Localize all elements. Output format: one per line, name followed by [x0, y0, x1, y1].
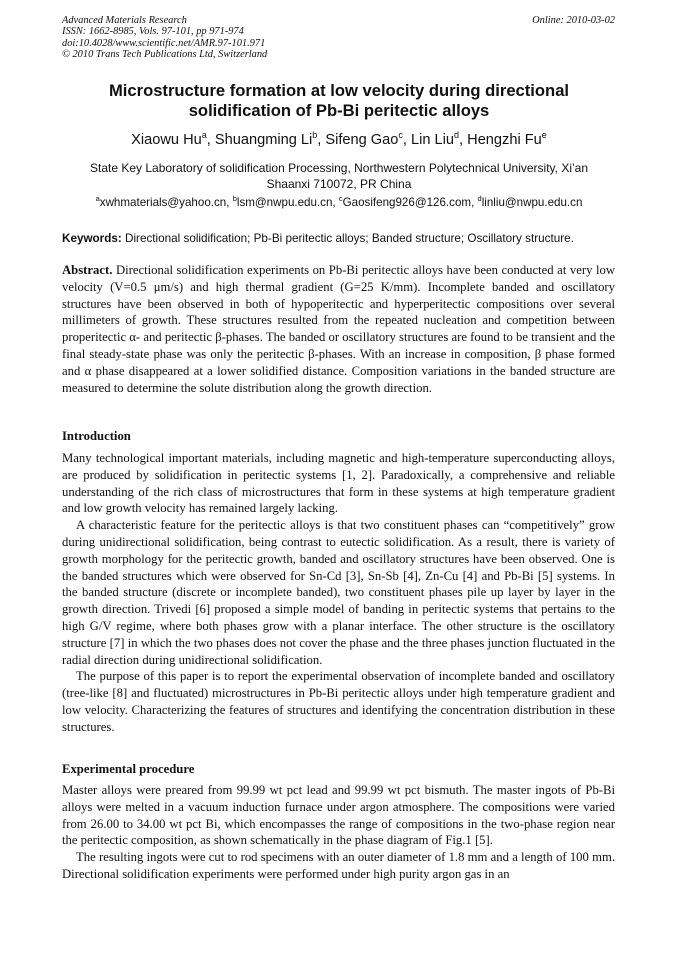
email-mark: d [477, 194, 482, 203]
paragraph: Many technological important materials, including magnetic and high-temperature superconducting alloys, are produced by solidification in peritectic systems [1, 2]. Paradoxically, a comprehensive and reliable understanding of the rich class of microstructures that form in these systems at high temperature gradient and low growth velocity has remained largely lacking. [62, 451, 615, 516]
affiliation-line-1: State Key Laboratory of solidification Processing, Northwestern Polytechnical University, Xi’an [89, 161, 588, 175]
abstract-text: Directional solidification experiments on Pb-Bi peritectic alloys have been conducted at very low velocity (V=0.5 μm/s) and high thermal gradient (G=25 K/mm). Incomplete banded and oscillatory structures have been observed in both of hypoperitectic and hyperperitectic compositions over several millimeters of growth. These structures resulted from the repeated nucleation and competition between properitectic α- and peritectic β-phases. The banded or oscillatory structures are found to be transient and the final steady-state phase was only the peritectic β-phases. With an increase in composition, β phase formed and α phase disappeared at a lower solidified distance. Composition variations in the banded structure are measured to determine the solute distribution along the growth direction. [62, 263, 615, 395]
journal-metadata [62, 15, 267, 61]
introduction-body [62, 450, 615, 736]
email-list: $^a$xwhmaterials@yahoo.cn, $^b$lsm@nwpu.edu.cn, $^c$Gaosifeng926@126.com, $^d$linliu@nwpu.edu.cn [95, 194, 583, 209]
author-affiliation-mark: c [398, 130, 403, 140]
section-heading-experimental: Experimental procedure [62, 762, 195, 776]
copyright-line: © 2010 Trans Tech Publications Ltd, Switzerland [62, 49, 268, 61]
email-link[interactable]: xwhmaterials@yahoo.cn [99, 196, 227, 209]
author-name: Xiaowu Hu [131, 132, 202, 148]
abstract [62, 262, 615, 396]
email-link[interactable]: linliu@nwpu.edu.cn [481, 196, 583, 209]
doi-line: doi:10.4028/www.scientific.net/AMR.97-101.971 [62, 37, 266, 49]
journal-name: Advanced Materials Research [62, 15, 187, 26]
author-list: Xiaowu Hu$^a$, Shuangming Li$^b$, Sifeng Gao$^c$, Lin Liu$^d$, Hengzhi Fu$^e$ [131, 130, 547, 148]
email-link[interactable]: Gaosifeng926@126.com [342, 196, 472, 209]
email-link[interactable]: lsm@nwpu.edu.cn [236, 196, 333, 209]
online-date: Online: 2010-03-02 [532, 15, 615, 26]
author-name: Sifeng Gao [325, 132, 399, 148]
author-name: Lin Liu [411, 132, 455, 148]
author-affiliation-mark: b [312, 130, 318, 140]
experimental-body [62, 782, 615, 883]
author-name: Shuangming Li [214, 132, 313, 148]
paragraph: A characteristic feature for the peritectic alloys is that two constituent phases can “competitively” grow during unidirectional solidification, being contrast to eutectic solidification. As a result, there is variety of growth morphology for the peritectic growth, banded and oscillatory structures have been observed. One is the banded structures which were observed for Sn-Cd [3], Sn-Sb [4], Zn-Cu [4] and Pb-Bi [5] systems. In the banded structure (discrete or incomplete banded), two constituent phases pile up layer by layer in the growth direction. Trivedi [6] proposed a simple model of banding in peritectic systems that pertains to the high G/V regime, where both phases grow with a planar interface. The other structure is the oscillatory structure [7] in which the two phases does not cover the phase and the three phases junction fluctuated in the radial direction during unidirectional solidification. [62, 518, 615, 667]
title-line-1: Microstructure formation at low velocity during directional [108, 81, 570, 100]
author-name: Hengzhi Fu [467, 132, 542, 148]
issn-line: ISSN: 1662-8985, Vols. 97-101, pp 971-974 [62, 26, 244, 38]
paper-title [62, 81, 616, 121]
email-mark: c [338, 194, 343, 203]
email-mark: a [95, 194, 100, 203]
section-heading-introduction: Introduction [62, 429, 131, 443]
affiliation [62, 160, 616, 192]
keywords-text: Directional solidification; Pb-Bi peritectic alloys; Banded structure; Oscillatory structure. [125, 232, 574, 245]
paragraph: The purpose of this paper is to report the experimental observation of incomplete banded and oscillatory (tree-like [8] and fluctuated) microstructures in Pb-Bi peritectic alloys under high temperature gradient and low velocity. Characterizing the features of structures and identifying the concentration distribution in these structures. [62, 669, 615, 734]
title-line-2: solidification of Pb-Bi peritectic alloys [188, 101, 490, 120]
abstract-label: Abstract. [62, 263, 113, 277]
author-affiliation-mark: e [541, 130, 547, 140]
email-mark: b [232, 194, 237, 203]
author-affiliation-mark: a [201, 130, 207, 140]
author-affiliation-mark: d [454, 130, 460, 140]
keywords-label: Keywords: [62, 232, 122, 245]
keywords [62, 231, 618, 247]
affiliation-line-2: Shaanxi 710072, PR China [266, 177, 412, 191]
paragraph: Master alloys were preared from 99.99 wt pct lead and 99.99 wt pct bismuth. The master ingots of Pb-Bi alloys were melted in a vacuum induction furnace under argon atmosphere. The compositions were varied from 26.00 to 34.00 wt pct Bi, which encompasses the range of compositions in the two-phase region near the peritectic composition, as shown schematically in the phase diagram of Fig.1 [5]. [62, 783, 615, 848]
paragraph: The resulting ingots were cut to rod specimens with an outer diameter of 1.8 mm and a length of 100 mm. Directional solidification experiments were performed under high purity argon gas in an [62, 850, 615, 881]
